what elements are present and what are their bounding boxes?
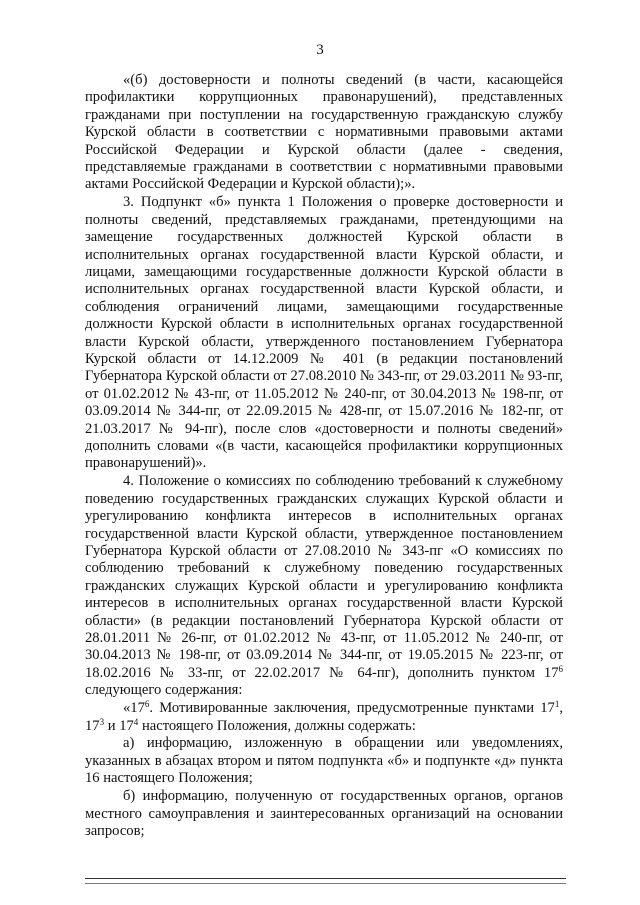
paragraph: а) информацию, изложенную в обращении или уведомлениях, указанных в абзацах втором и пятом подпункта «б» и подпункте «д» пункта 16 настоящего Положения; (85, 735, 563, 787)
paragraph-text: . Мотивированные заключения, предусмотренные пунктами 17 (149, 700, 555, 717)
paragraph-text: и 17 (104, 717, 134, 734)
superscript: 4 (133, 716, 139, 727)
paragraph (85, 700, 563, 735)
page-number: 3 (316, 42, 324, 58)
footer-divider (85, 878, 566, 879)
paragraph-text: , 17 (85, 700, 563, 734)
superscript: 6 (558, 663, 563, 674)
paragraph: б) информацию, полученную от государственных органов, органов местного самоуправления и заинтересованных организаций на основании запросов; (85, 788, 563, 839)
footer-divider (85, 883, 566, 884)
paragraph-text: настоящего Положения, должны содержать: (138, 717, 416, 734)
document-body (85, 72, 563, 840)
paragraph: 3. Подпункт «б» пункта 1 Положения о проверке достоверности и полноты сведений, представляемых гражданами, претендующими на замещение государственных должностей Курской области в исполнительных органах государственной власти Курской области, и лицами, замещающими государственные должности Курской области в исполнительных органах государственной власти Курской области, и соблюдения ограничений лицами, замещающими государственные должности Курской области в исполнительных органах государственной власти Курской области, утвержденного постановлением Губернатора Курской области от 14.12.2009 № 401 (в редакции постановлений Губернатора Курской области от 27.08.2010 № 343-пг, от 29.03.2011 № 93-пг, от 01.02.2012 № 43-пг, от 11.05.2012 № 240-пг, от 30.04.2013 № 198-пг, от 03.09.2014 № 344-пг, от 22.09.2015 № 428-пг, от 15.07.2016 № 182-пг, от 21.03.2017 № 94-пг), после слов «достоверности и полноты сведений» дополнить словами «(в части, касающейся профилактики коррупционных правонарушений)». (85, 194, 563, 472)
paragraph: «(б) достоверности и полноты сведений (в части, касающейся профилактики коррупционных правонарушений), представленных гражданами при поступлении на государственную гражданскую службу Курской области в соответствии с нормативными правовыми актами Российской Федерации и Курской области (далее - сведения, представляемые гражданами в соответствии с нормативными правовыми актами Российской Федерации и Курской области);». (85, 72, 563, 193)
paragraph-text: «17 (123, 700, 145, 717)
paragraph-text: следующего содержания: (85, 682, 243, 699)
superscript: 3 (99, 716, 105, 727)
paragraph-text: 4. Положение о комиссиях по соблюдению требований к служебному поведению государственных гражданских служащих Курской области и урегулированию конфликта интересов в исполнительных органах государственной власти Курской области, утвержденное постановлением Губернатора Курской области от 27.08.2010 № 343-пг «О комиссиях по соблюдению требований к служебному поведению государственных гражданских служащих Курской области и урегулированию конфликта интересов в исполнительных органах государственной власти Курской области» (в редакции постановлений Губернатора Курской области от 28.01.2011 № 26-пг, от 01.02.2012 № 43-пг, от 11.05.2012 № 240-пг, от 30.04.2013 № 198-пг, от 03.09.2014 № 344-пг, от 19.05.2015 № 223-пг, от 18.02.2016 № 33-пг, от 22.02.2017 № 64-пг), дополнить пунктом 17 (85, 473, 563, 681)
superscript: 6 (144, 699, 150, 710)
superscript: 1 (554, 699, 560, 710)
paragraph (85, 473, 563, 699)
